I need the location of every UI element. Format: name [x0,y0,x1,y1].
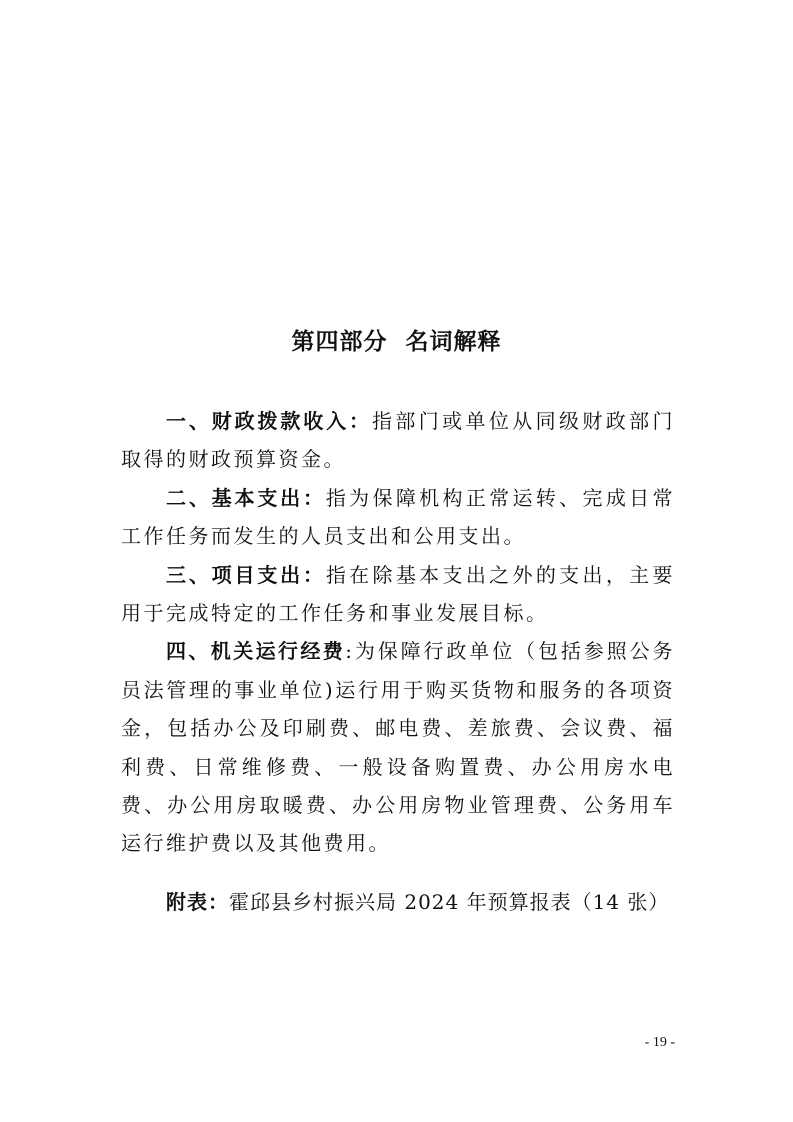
definition-paragraph-4 [121,632,675,862]
attachment-label: 附表： [166,890,229,914]
definition-term-4: 四、机关运行经费 [166,639,346,664]
attachment-note [166,887,669,917]
attachment-text: 霍邱县乡村振兴局 2024 年预算报表（14 张） [229,890,670,914]
definition-text-2: 指为保障机构正常运转、完成日常工作任务而发生的人员支出和公用支出。 [121,485,676,549]
page-title: 第四部分 名词解释 [291,329,502,355]
definition-text-4: :为保障行政单位（包括参照公务员法管理的事业单位)运行用于购买货物和服务的各项资金，包括办公及印刷费、邮电费、差旅费、会议费、福利费、日常维修费、一般设备购置费、办公用房水电费、办公用房取暖费、办公用房物业管理费、公务用车运行维护费以及其他费用。 [121,639,675,856]
definition-paragraph-1 [121,402,675,479]
definition-term-2: 二、基本支出： [166,485,326,510]
definition-paragraph-2 [121,479,675,556]
definition-paragraph-3 [121,556,675,633]
definition-text-3: 指在除基本支出之外的支出，主要用于完成特定的工作任务和事业发展目标。 [121,562,676,626]
definition-text-1: 指部门或单位从同级财政部门取得的财政预算资金。 [121,409,676,472]
definitions-section [121,402,675,863]
definition-term-1: 一、财政拨款收入： [166,409,372,433]
definition-term-3: 三、项目支出： [166,562,326,587]
page-number: - 19 - [644,1035,675,1050]
